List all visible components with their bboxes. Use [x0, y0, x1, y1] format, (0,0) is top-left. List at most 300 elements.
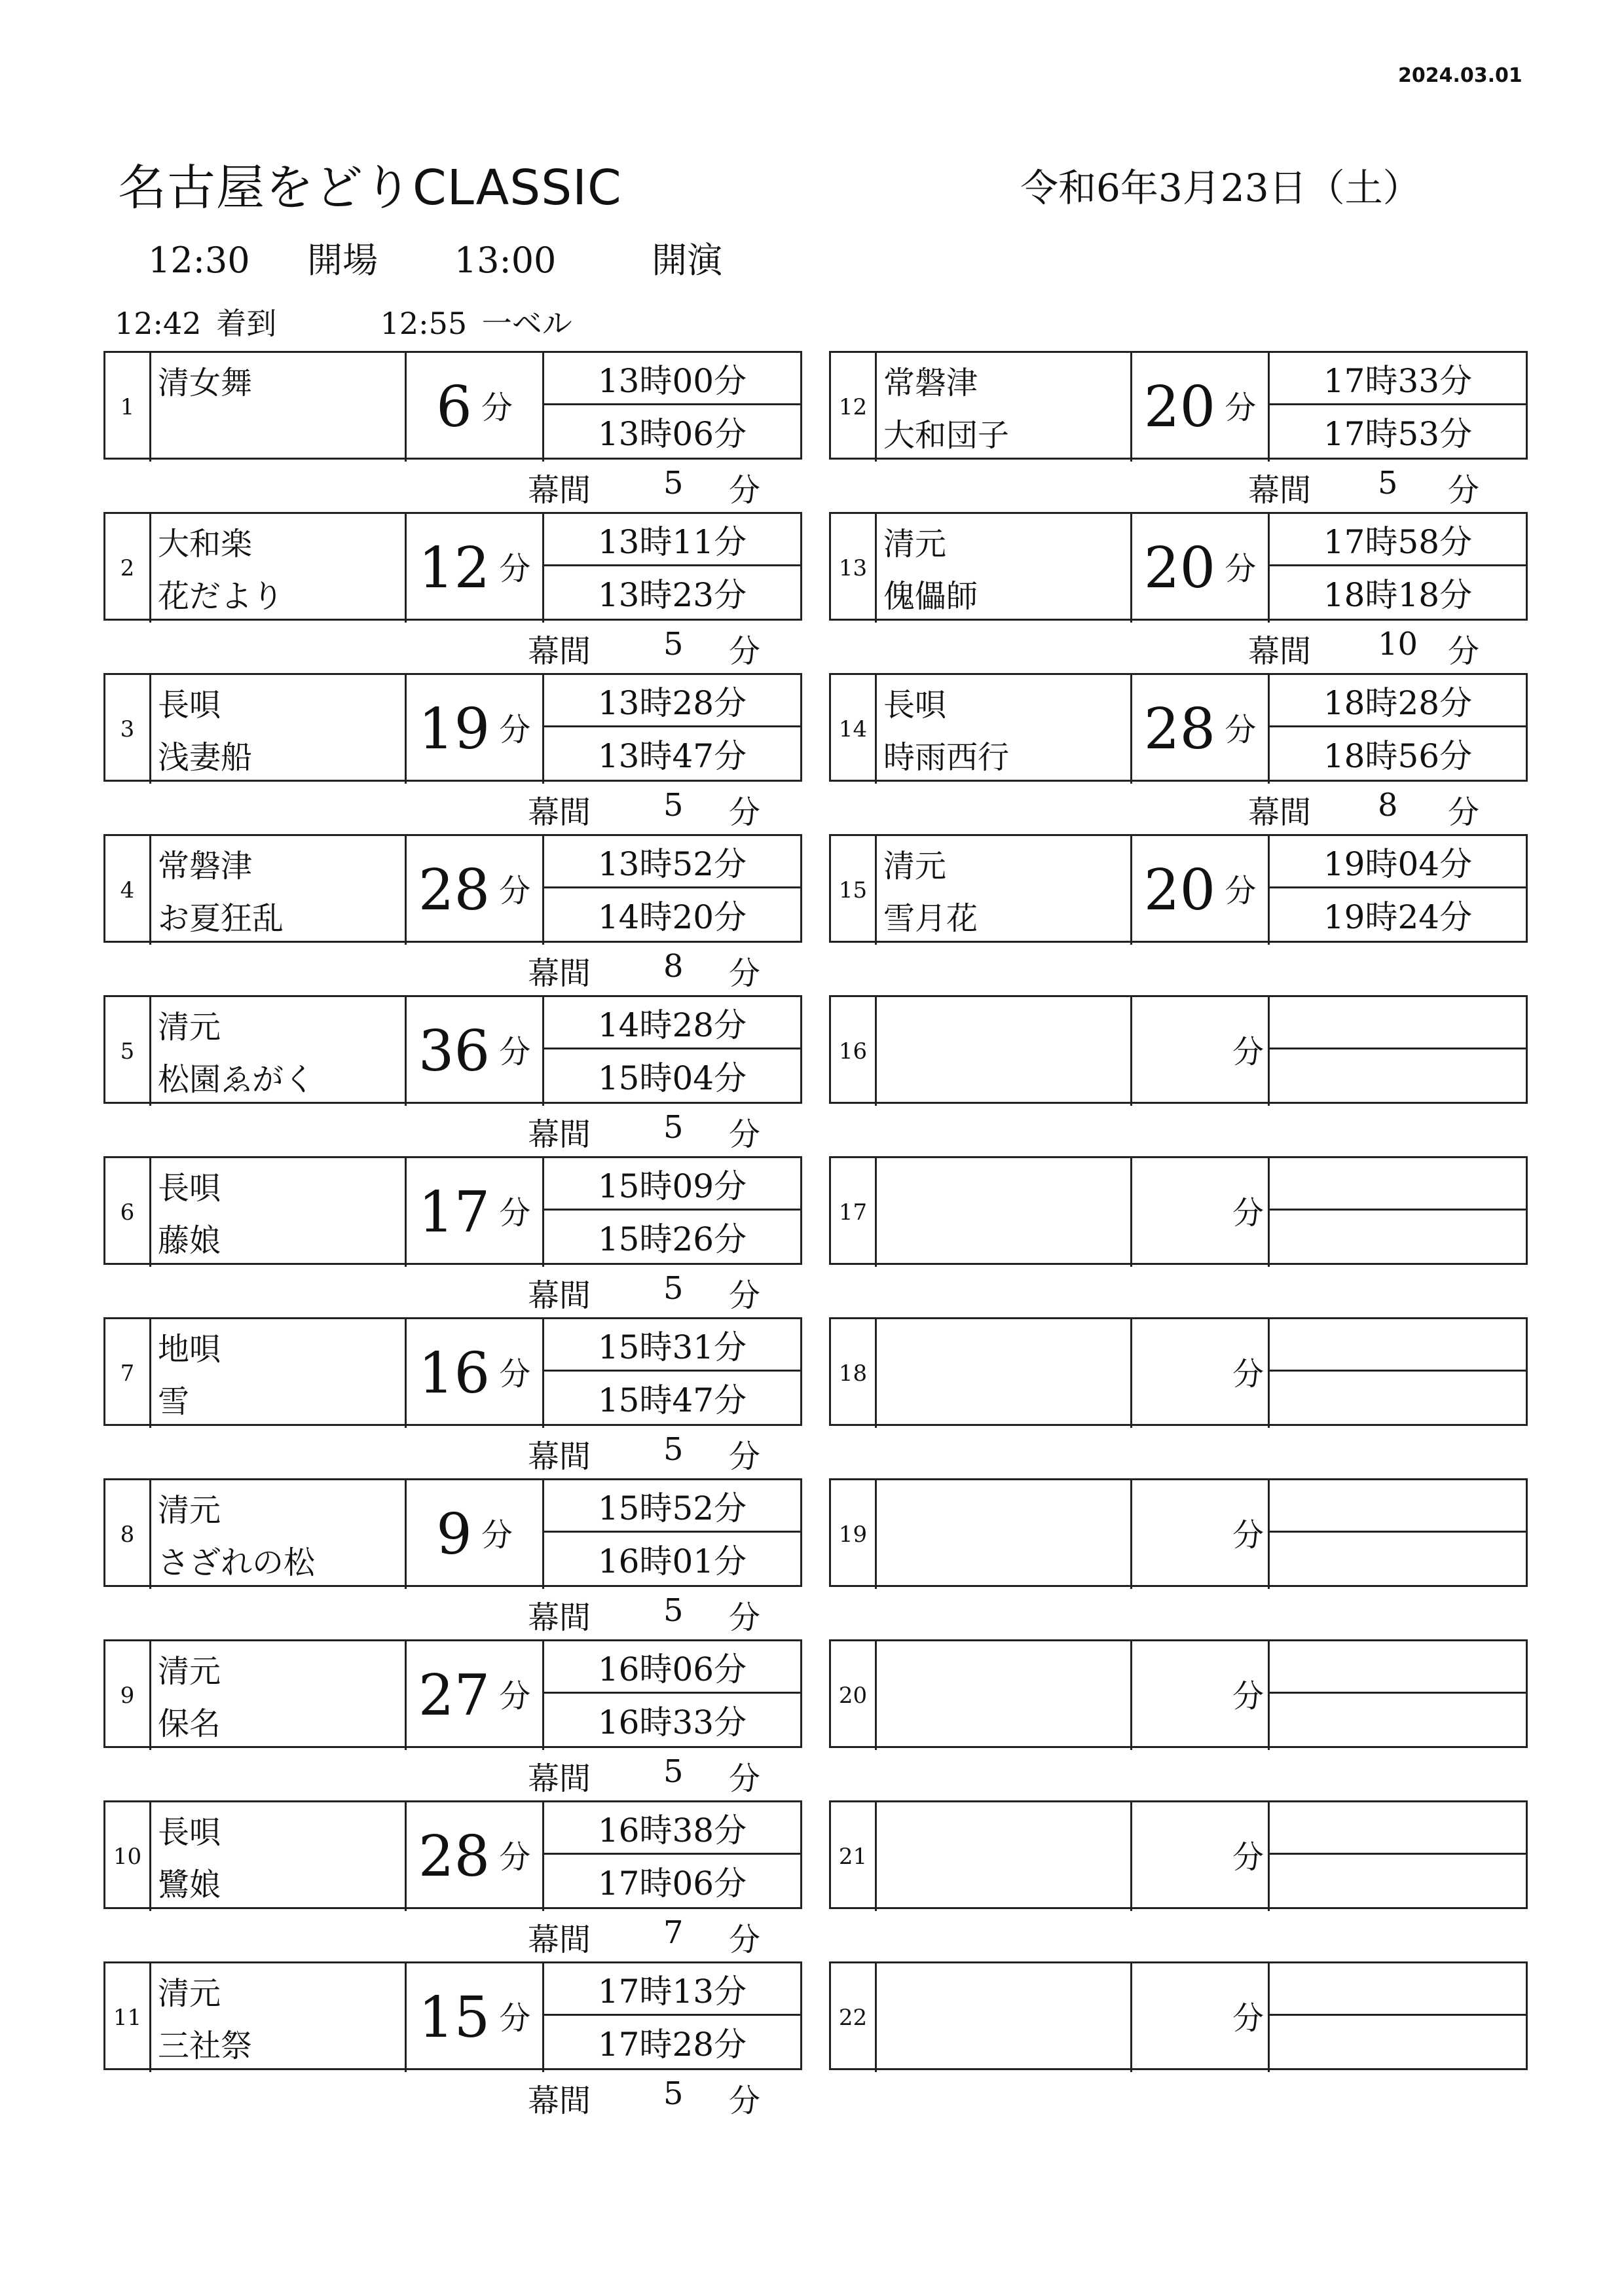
intermission [103, 458, 801, 511]
bell-label: 一ベル [481, 306, 572, 341]
program-duration [1132, 1963, 1270, 2072]
program-duration [407, 514, 544, 623]
start-time: 15時52分 [544, 1480, 800, 1533]
duration-unit: 分 [481, 1516, 513, 1554]
program-title: 浅妻船 [158, 739, 253, 776]
document-date: 2024.03.01 [1398, 64, 1522, 87]
intermission [829, 619, 1526, 672]
intermission-unit: 分 [729, 1116, 761, 1153]
program-times [544, 1319, 800, 1428]
program-times [1270, 1158, 1526, 1267]
intermission [103, 780, 801, 833]
intermission-unit: 分 [729, 955, 761, 992]
program-genre: 清元 [883, 526, 947, 562]
intermission-unit: 分 [1448, 794, 1480, 831]
start-time: 13時00分 [544, 353, 800, 405]
program-number: 10 [105, 1802, 151, 1911]
program-title: 鷺娘 [158, 1867, 221, 1903]
program-genre: 長唄 [883, 687, 947, 723]
program-names [151, 1480, 407, 1589]
program-times [544, 675, 800, 784]
program-names [877, 1480, 1132, 1589]
intermission [103, 1425, 801, 1477]
program-entry [103, 351, 802, 460]
program-entry [103, 1800, 802, 1909]
program-number: 15 [831, 836, 877, 945]
program-genre: 清元 [158, 1975, 221, 2012]
program-number: 12 [831, 353, 877, 462]
end-time: 19時24分 [1323, 898, 1473, 936]
program-entry [829, 1639, 1528, 1748]
program-duration [407, 1319, 544, 1428]
intermission [103, 619, 801, 672]
program-times [1270, 1641, 1526, 1750]
duration-unit: 分 [481, 389, 513, 426]
end-time [1270, 1694, 1526, 1746]
end-time: 13時06分 [597, 415, 747, 453]
program-title: 傀儡師 [883, 578, 978, 615]
program-names [151, 836, 407, 945]
program-duration [407, 1802, 544, 1911]
start-time [1270, 1480, 1526, 1533]
program-entry [103, 1961, 802, 2070]
program-times [544, 353, 800, 462]
program-number: 9 [105, 1641, 151, 1750]
intermission-minutes: 5 [663, 787, 684, 824]
start-time: 16時06分 [544, 1641, 800, 1694]
end-time [1270, 1855, 1526, 1907]
intermission-minutes: 5 [663, 1431, 684, 1468]
program-title: お夏狂乱 [158, 900, 284, 937]
program-genre: 清女舞 [158, 365, 253, 401]
duration-value: 28 [418, 858, 490, 923]
intermission-unit: 分 [729, 1760, 761, 1797]
page-title: 名古屋をどりCLASSIC [118, 160, 622, 216]
intermission-label: 幕間 [528, 1599, 591, 1636]
duration-value: 20 [1143, 374, 1216, 440]
intermission-label: 幕間 [528, 1116, 591, 1153]
duration-unit: 分 [1232, 1516, 1264, 1554]
intermission-minutes: 5 [663, 2075, 684, 2112]
program-duration [1132, 1641, 1270, 1750]
duration-unit: 分 [1232, 1838, 1264, 1876]
program-names [877, 1641, 1132, 1750]
start-time [1270, 997, 1526, 1049]
program-duration [407, 1158, 544, 1267]
program-entry [103, 834, 802, 943]
program-number: 22 [831, 1963, 877, 2072]
start-time: 13時28分 [544, 675, 800, 727]
program-times [1270, 514, 1526, 623]
intermission-unit: 分 [729, 633, 761, 670]
program-title [883, 1537, 1130, 1589]
program-names [151, 353, 407, 462]
program-entry [829, 1478, 1528, 1587]
end-time: 15時47分 [597, 1381, 747, 1419]
program-duration [1132, 1802, 1270, 1911]
program-genre: 長唄 [158, 1814, 221, 1851]
end-time: 15時26分 [597, 1220, 747, 1258]
program-number: 17 [831, 1158, 877, 1267]
intermission-minutes: 5 [663, 626, 684, 663]
program-duration [407, 675, 544, 784]
program-title: 三社祭 [158, 2028, 253, 2064]
intermission-unit: 分 [729, 2083, 761, 2119]
program-title: さざれの松 [158, 1544, 316, 1581]
program-genre: 長唄 [158, 687, 221, 723]
end-time: 17時28分 [597, 2026, 747, 2064]
program-names [877, 997, 1132, 1106]
program-entry [829, 995, 1528, 1104]
program-duration [407, 1641, 544, 1750]
intermission-label: 幕間 [528, 2083, 591, 2119]
program-names [877, 836, 1132, 945]
duration-value: 16 [418, 1341, 490, 1406]
program-duration [407, 836, 544, 945]
intermission-minutes: 7 [663, 1914, 684, 1951]
start-time: 16時38分 [544, 1802, 800, 1855]
show-start-time: 13:00 [454, 240, 557, 281]
duration-unit: 分 [499, 1838, 531, 1876]
duration-value: 6 [436, 374, 472, 440]
program-names [151, 1963, 407, 2072]
intermission-minutes: 5 [663, 1109, 684, 1146]
program-genre [883, 1967, 1130, 2020]
program-genre [883, 1645, 1130, 1698]
program-names [877, 675, 1132, 784]
duration-unit: 分 [1232, 1999, 1264, 2037]
program-names [151, 514, 407, 623]
duration-unit: 分 [1232, 1033, 1264, 1070]
program-names [151, 1802, 407, 1911]
program-number: 1 [105, 353, 151, 462]
intermission-minutes: 8 [663, 948, 684, 985]
program-names [151, 675, 407, 784]
program-duration [1132, 836, 1270, 945]
intermission [103, 1747, 801, 1799]
end-time: 15時04分 [597, 1059, 747, 1097]
program-entry [103, 673, 802, 782]
duration-unit: 分 [1225, 550, 1257, 587]
venue-open-label: 開場 [307, 240, 378, 281]
program-title [883, 1698, 1130, 1750]
program-times [1270, 836, 1526, 945]
program-number: 20 [831, 1641, 877, 1750]
intermission-label: 幕間 [528, 1760, 591, 1797]
program-number: 14 [831, 675, 877, 784]
program-names [877, 1319, 1132, 1428]
intermission-label: 幕間 [1248, 794, 1312, 831]
duration-value: 20 [1143, 536, 1216, 601]
event-date: 令和6年3月23日（土） [1020, 166, 1421, 210]
program-number: 19 [831, 1480, 877, 1589]
start-time: 15時31分 [544, 1319, 800, 1372]
end-time: 14時20分 [597, 898, 747, 936]
intermission [103, 2069, 801, 2121]
duration-unit: 分 [1232, 1355, 1264, 1393]
program-number: 11 [105, 1963, 151, 2072]
intermission-unit: 分 [729, 1438, 761, 1475]
program-names [151, 1641, 407, 1750]
end-time [1270, 1049, 1526, 1102]
program-number: 6 [105, 1158, 151, 1267]
program-genre: 長唄 [158, 1170, 221, 1207]
program-genre: 常磐津 [158, 848, 253, 884]
bell-time: 12:55 [380, 306, 468, 341]
program-genre: 清元 [883, 848, 947, 884]
venue-open-time: 12:30 [148, 240, 250, 281]
start-time: 14時28分 [544, 997, 800, 1049]
program-number: 7 [105, 1319, 151, 1428]
intermission-minutes: 5 [663, 1592, 684, 1629]
program-times [544, 836, 800, 945]
arrival-times [115, 300, 572, 343]
program-times [544, 1158, 800, 1267]
program-times [544, 997, 800, 1106]
program-duration [1132, 1319, 1270, 1428]
intermission [103, 1102, 801, 1155]
program-genre: 清元 [158, 1653, 221, 1690]
intermission-minutes: 8 [1378, 787, 1398, 824]
duration-unit: 分 [499, 1999, 531, 2037]
duration-value: 28 [1143, 697, 1216, 762]
program-genre [883, 1806, 1130, 1859]
program-title: 藤娘 [158, 1222, 221, 1259]
program-genre: 清元 [158, 1009, 221, 1046]
start-time: 13時52分 [544, 836, 800, 888]
program-duration [1132, 1158, 1270, 1267]
end-time [1270, 1211, 1526, 1263]
intermission-unit: 分 [729, 472, 761, 509]
program-names [877, 514, 1132, 623]
program-number: 16 [831, 997, 877, 1106]
end-time: 18時18分 [1323, 576, 1473, 614]
end-time: 18時56分 [1323, 737, 1473, 775]
intermission [103, 1586, 801, 1638]
program-times [1270, 1802, 1526, 1911]
program-number: 5 [105, 997, 151, 1106]
program-genre: 地唄 [158, 1331, 221, 1368]
program-title: 時雨西行 [883, 739, 1010, 776]
intermission-label: 幕間 [528, 955, 591, 992]
start-time [1270, 1319, 1526, 1372]
program-number: 8 [105, 1480, 151, 1589]
end-time [1270, 1372, 1526, 1424]
intermission-minutes: 5 [663, 465, 684, 501]
end-time: 13時23分 [597, 576, 747, 614]
duration-value: 19 [418, 697, 490, 762]
program-entry [829, 673, 1528, 782]
program-entry [829, 1317, 1528, 1426]
end-time: 16時33分 [597, 1704, 747, 1741]
program-names [151, 1319, 407, 1428]
program-title [883, 1214, 1130, 1267]
program-entry [103, 1317, 802, 1426]
duration-value: 15 [418, 1985, 490, 2050]
duration-value: 17 [418, 1180, 490, 1245]
program-times [1270, 353, 1526, 462]
start-time: 17時13分 [544, 1963, 800, 2016]
program-title [883, 1859, 1130, 1911]
program-genre [883, 1001, 1130, 1053]
duration-unit: 分 [1232, 1677, 1264, 1715]
duration-unit: 分 [499, 550, 531, 587]
program-times [1270, 997, 1526, 1106]
program-title [158, 409, 405, 462]
program-title [883, 1053, 1130, 1106]
duration-unit: 分 [1225, 872, 1257, 909]
end-time: 13時47分 [597, 737, 747, 775]
intermission-label: 幕間 [528, 1277, 591, 1314]
program-times [544, 1480, 800, 1589]
end-time: 17時53分 [1323, 415, 1473, 453]
program-duration [1132, 675, 1270, 784]
program-times [1270, 1319, 1526, 1428]
program-number: 4 [105, 836, 151, 945]
program-entry [829, 351, 1528, 460]
intermission-unit: 分 [729, 1922, 761, 1958]
duration-value: 27 [418, 1663, 490, 1728]
duration-unit: 分 [499, 1355, 531, 1393]
intermission-minutes: 5 [663, 1270, 684, 1307]
duration-value: 36 [418, 1019, 490, 1084]
program-names [877, 1963, 1132, 2072]
intermission-minutes: 10 [1378, 626, 1418, 663]
program-number: 3 [105, 675, 151, 784]
start-time: 17時58分 [1270, 514, 1526, 566]
program-times [544, 514, 800, 623]
arrive-label: 着到 [216, 306, 277, 341]
end-time: 16時01分 [597, 1542, 747, 1580]
program-genre [883, 1162, 1130, 1214]
program-entry [829, 1156, 1528, 1265]
program-genre: 大和楽 [158, 526, 253, 562]
program-number: 21 [831, 1802, 877, 1911]
intermission-unit: 分 [1448, 633, 1480, 670]
intermission-label: 幕間 [1248, 633, 1312, 670]
start-time [1270, 1158, 1526, 1211]
opening-times [148, 232, 722, 283]
program-number: 2 [105, 514, 151, 623]
intermission [829, 780, 1526, 833]
intermission-label: 幕間 [528, 794, 591, 831]
program-duration [407, 997, 544, 1106]
program-entry [103, 512, 802, 621]
arrive-time: 12:42 [115, 306, 202, 341]
program-duration [1132, 353, 1270, 462]
program-names [877, 1158, 1132, 1267]
start-time: 19時04分 [1270, 836, 1526, 888]
intermission-label: 幕間 [1248, 472, 1312, 509]
program-title: 雪月花 [883, 900, 978, 937]
program-entry [829, 512, 1528, 621]
start-time [1270, 1802, 1526, 1855]
program-title: 花だより [158, 578, 284, 615]
duration-unit: 分 [499, 1194, 531, 1231]
program-entry [829, 1961, 1528, 2070]
program-number: 18 [831, 1319, 877, 1428]
program-duration [407, 353, 544, 462]
program-title [883, 1376, 1130, 1428]
program-times [544, 1802, 800, 1911]
intermission-unit: 分 [729, 1599, 761, 1636]
program-names [877, 353, 1132, 462]
program-times [544, 1641, 800, 1750]
duration-unit: 分 [499, 1677, 531, 1715]
intermission-label: 幕間 [528, 472, 591, 509]
intermission-minutes: 5 [1378, 465, 1398, 501]
program-times [544, 1963, 800, 2072]
intermission-unit: 分 [729, 1277, 761, 1314]
duration-value: 20 [1143, 858, 1216, 923]
program-names [151, 1158, 407, 1267]
intermission-label: 幕間 [528, 633, 591, 670]
program-genre [883, 1484, 1130, 1537]
intermission-unit: 分 [729, 794, 761, 831]
duration-unit: 分 [1232, 1194, 1264, 1231]
start-time: 13時11分 [544, 514, 800, 566]
show-start-label: 開演 [652, 240, 723, 281]
program-entry [829, 1800, 1528, 1909]
intermission-unit: 分 [1448, 472, 1480, 509]
intermission [103, 941, 801, 994]
program-title: 大和団子 [883, 417, 1010, 454]
intermission-label: 幕間 [528, 1438, 591, 1475]
program-entry [829, 834, 1528, 943]
program-names [877, 1802, 1132, 1911]
duration-unit: 分 [1225, 389, 1257, 426]
program-title [883, 2020, 1130, 2072]
program-entry [103, 1156, 802, 1265]
program-times [1270, 1963, 1526, 2072]
program-duration [1132, 514, 1270, 623]
program-entry [103, 1478, 802, 1587]
end-time [1270, 1533, 1526, 1585]
program-title: 松園ゑがく [158, 1061, 316, 1098]
duration-value: 9 [436, 1502, 472, 1567]
duration-value: 12 [418, 536, 490, 601]
intermission-label: 幕間 [528, 1922, 591, 1958]
duration-value: 28 [418, 1824, 490, 1889]
intermission [103, 1264, 801, 1316]
program-genre [883, 1323, 1130, 1376]
program-title: 雪 [158, 1383, 190, 1420]
start-time: 18時28分 [1270, 675, 1526, 727]
intermission-minutes: 5 [663, 1753, 684, 1790]
duration-unit: 分 [499, 872, 531, 909]
program-times [1270, 675, 1526, 784]
end-time [1270, 2016, 1526, 2068]
duration-unit: 分 [499, 1033, 531, 1070]
program-duration [407, 1480, 544, 1589]
start-time: 17時33分 [1270, 353, 1526, 405]
program-genre: 清元 [158, 1492, 221, 1529]
duration-unit: 分 [1225, 711, 1257, 748]
program-entry [103, 1639, 802, 1748]
start-time: 15時09分 [544, 1158, 800, 1211]
intermission [829, 458, 1526, 511]
program-title: 保名 [158, 1705, 221, 1742]
program-times [1270, 1480, 1526, 1589]
end-time: 17時06分 [597, 1865, 747, 1903]
program-duration [1132, 997, 1270, 1106]
intermission [103, 1908, 801, 1960]
program-duration [1132, 1480, 1270, 1589]
program-duration [407, 1963, 544, 2072]
program-entry [103, 995, 802, 1104]
program-genre: 常磐津 [883, 365, 978, 401]
program-names [151, 997, 407, 1106]
